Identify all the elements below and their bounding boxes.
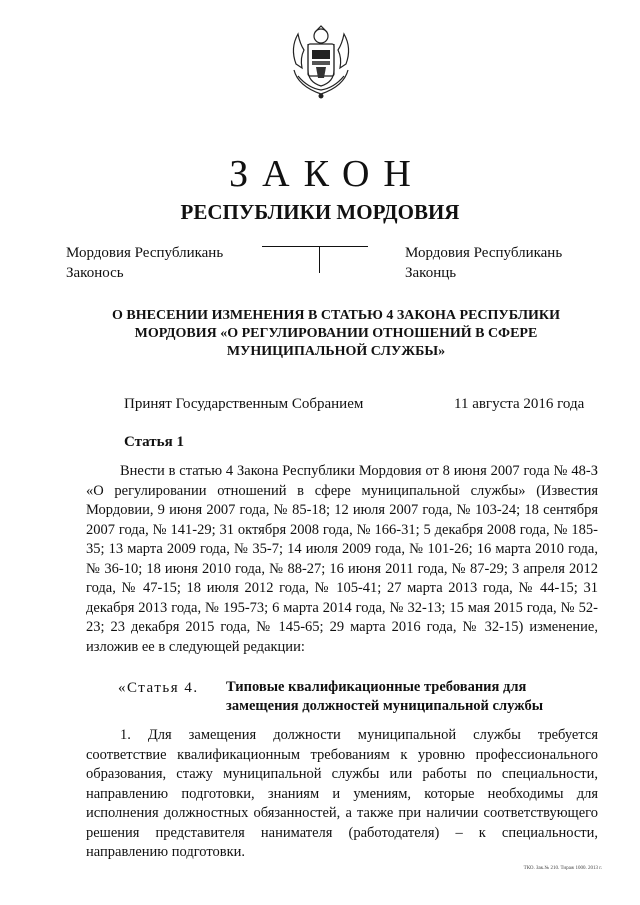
print-footer: ТКО. Зак.№ 210. Тираж 1000. 2013 г. xyxy=(523,866,602,871)
header-right-block xyxy=(405,243,562,283)
law-title: ЗАКОН xyxy=(229,153,425,195)
article-1-text: Внести в статью 4 Закона Республики Мордовия от 8 июня 2007 года № 48-З «О регулировании отношений в сфере муниципальной службы» (Известия Мордовии, 9 июня 2007 года, № 85-18; 12 июля 2007 года, № 103-24; 18 сентября 2007 года, № 141-29; 31 октября 2008 года, № 166-31; 5 декабря 2008 года, № 185-35; 13 марта 2009 года, № 35-7; 14 июля 2009 года, № 101-26; 16 марта 2010 года, № 36-10; 18 июня 2010 года, № 88-27; 16 июня 2011 года, № 87-29; 3 апреля 2012 года, № 47-15; 18 июля 2012 года, № 105-41; 27 марта 2013 года, № 44-15; 31 декабря 2013 года, № 195-73; 6 марта 2014 года, № 32-13; 15 мая 2015 года, № 52-23; 23 декабря 2015 года, № 145-65; 29 марта 2016 года, № 32-15) изменение, изложив ее в следующей редакции: xyxy=(86,463,598,655)
header-left-block xyxy=(66,243,223,283)
header-divider-horizontal xyxy=(262,246,368,247)
header-right-line2: Законць xyxy=(405,265,457,281)
header-right-line1: Мордовия Республикань xyxy=(405,245,563,261)
header-left-line2: Законось xyxy=(66,265,124,281)
law-subtitle: РЕСПУБЛИКИ МОРДОВИЯ xyxy=(180,200,460,224)
adopted-date: 11 августа 2016 года xyxy=(454,396,585,412)
article-4-label: «Статья 4. xyxy=(118,680,199,696)
header-left-line1: Мордовия Республикань xyxy=(66,245,224,261)
article-4-title: Типовые квалификационные требования для замещения должностей муниципальной службы xyxy=(226,679,544,714)
header-divider-vertical xyxy=(319,247,320,273)
coat-of-arms-emblem xyxy=(288,20,354,100)
amendment-title: О ВНЕСЕНИИ ИЗМЕНЕНИЯ В СТАТЬЮ 4 ЗАКОНА РЕСПУБЛИКИ МОРДОВИЯ «О РЕГУЛИРОВАНИИ ОТНОШЕНИЙ В СФЕРЕ МУНИЦИПАЛЬНОЙ СЛУЖБЫ» xyxy=(112,308,560,359)
article-4-text: 1. Для замещения должности муниципальной службы требуется соответствие квалификационным требованиям к уровню профессионального образования, стажу муниципальной службы или работы по специальности, направлению подготовки, знаниям и умениям, которые необходимы для исполнения должностных обязанностей, а также при наличии соответствующего решения представителя нанимателя (работодателя) – к специальности, направлению подготовки. xyxy=(86,727,598,860)
adopted-label: Принят Государственным Собранием xyxy=(124,396,364,412)
article-1-heading: Статья 1 xyxy=(124,434,184,450)
